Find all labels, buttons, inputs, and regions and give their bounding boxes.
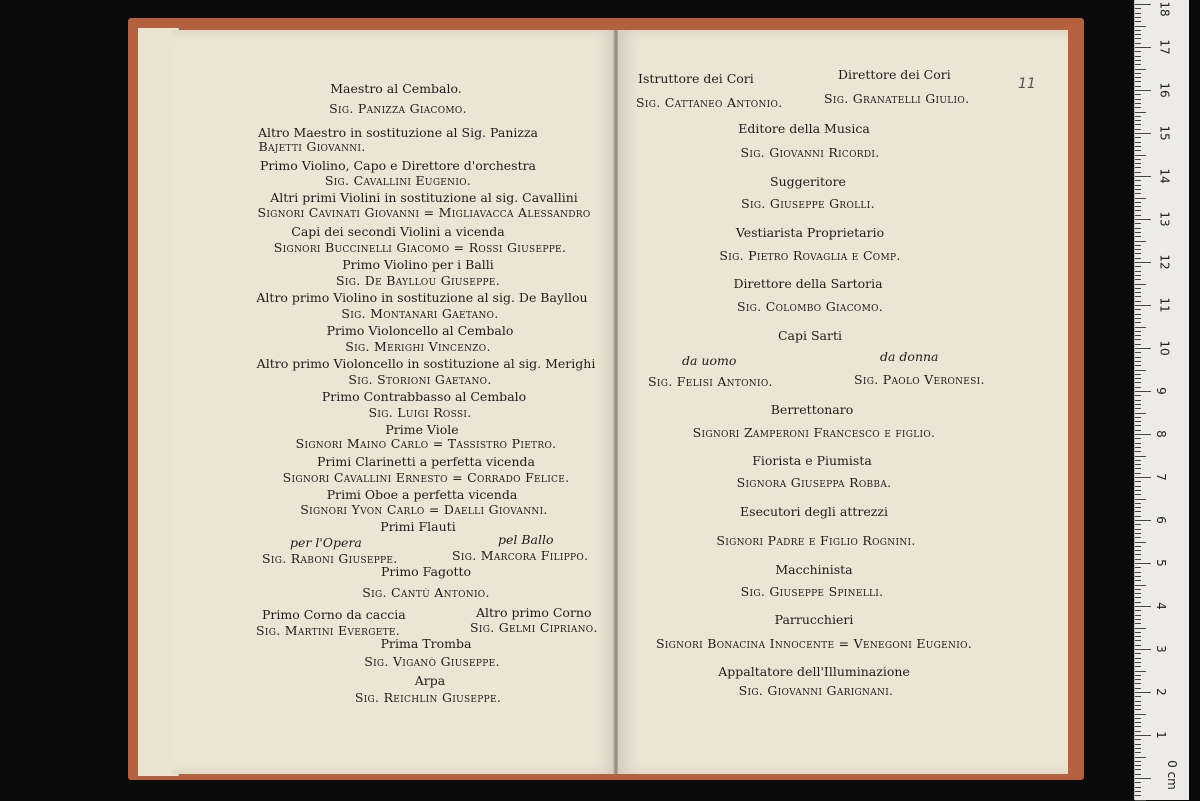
ruler-tick (1135, 438, 1141, 439)
ruler-tick (1135, 473, 1141, 474)
ruler-tick (1135, 529, 1141, 530)
role-heading: Berrettonaro (770, 402, 854, 417)
role-heading: Maestro al Cembalo. (330, 81, 462, 96)
ruler-tick (1135, 64, 1141, 65)
role-heading: Altro primo Corno (476, 605, 592, 620)
role-heading: Appaltatore dell'Illuminazione (718, 664, 910, 679)
ruler-tick (1135, 331, 1141, 332)
ruler-tick (1135, 202, 1141, 203)
ruler-label: 11 (1157, 297, 1172, 313)
ruler-tick (1135, 172, 1141, 173)
ruler-tick (1135, 357, 1141, 358)
ruler-tick (1135, 464, 1141, 465)
ruler-tick (1135, 739, 1141, 740)
person-name: Signori Cavallini Ernesto = Corrado Felice. (282, 470, 570, 485)
ruler-tick (1135, 56, 1141, 57)
ruler-tick (1135, 228, 1141, 229)
ruler-tick (1135, 507, 1141, 508)
role-heading: Suggeritore (770, 174, 846, 189)
ruler-tick (1135, 632, 1141, 633)
role-heading: Primo Fagotto (380, 564, 472, 579)
ruler-label: 16 (1157, 82, 1172, 98)
ruler-tick (1135, 481, 1141, 482)
person-name: Signori Cavinati Giovanni = Migliavacca Alessandro (257, 205, 591, 220)
ruler-tick (1135, 649, 1151, 650)
ruler-tick (1135, 51, 1141, 52)
ruler-tick (1135, 365, 1141, 366)
ruler-tick (1135, 593, 1141, 594)
person-name: Sig. Cavallini Eugenio. (324, 173, 472, 188)
ruler-tick (1135, 210, 1141, 211)
ruler-tick (1135, 774, 1141, 775)
ruler-tick (1135, 314, 1141, 315)
ruler-tick (1135, 206, 1141, 207)
ruler-tick (1135, 795, 1141, 796)
role-heading: Altro primo Violoncello in sostituzione al sig. Merighi (256, 356, 596, 371)
person-name: Sig. Marcora Filippo. (452, 548, 589, 563)
ruler-tick (1135, 301, 1141, 302)
ruler-tick (1135, 99, 1141, 100)
ruler-tick (1135, 447, 1141, 448)
ruler-tick (1135, 86, 1141, 87)
role-heading: Primo Violino per i Balli (342, 257, 494, 272)
ruler-label: 6 (1153, 516, 1168, 524)
ruler-tick (1135, 296, 1141, 297)
ruler-tick (1135, 370, 1146, 371)
ruler-tick (1135, 417, 1141, 418)
person-name: Signori Maino Carlo = Tassistro Pietro. (295, 436, 557, 451)
ruler-tick (1135, 757, 1146, 758)
ruler-tick (1135, 245, 1141, 246)
ruler-tick (1135, 30, 1141, 31)
ruler-tick (1135, 653, 1141, 654)
ruler-label: 2 (1153, 688, 1168, 696)
ruler-tick (1135, 155, 1146, 156)
ruler-tick (1135, 516, 1141, 517)
role-heading: Primo Contrabbasso al Cembalo (321, 389, 527, 404)
ruler-label: 8 (1153, 430, 1168, 438)
ruler-tick (1135, 456, 1146, 457)
ruler-tick (1135, 602, 1141, 603)
ruler-tick (1135, 322, 1141, 323)
ruler-tick (1135, 219, 1151, 220)
role-heading: Direttore dei Cori (838, 67, 951, 82)
person-name: Sig. Montanari Gaetano. (341, 306, 499, 321)
ruler-tick (1135, 292, 1141, 293)
ruler-tick (1135, 692, 1151, 693)
ruler-tick (1135, 787, 1141, 788)
ruler-tick (1135, 262, 1151, 263)
person-name: Sig. Reichlin Giuseppe. (354, 690, 502, 705)
person-name: Signori Zamperoni Francesco e figlio. (692, 425, 936, 440)
ruler-tick (1135, 675, 1141, 676)
ruler-tick (1135, 103, 1141, 104)
person-name: Sig. Pietro Rovaglia e Comp. (719, 248, 901, 263)
ruler-tick (1135, 761, 1141, 762)
person-name: Sig. Viganò Giuseppe. (364, 654, 500, 669)
ruler-tick (1135, 271, 1141, 272)
ruler-tick (1135, 722, 1141, 723)
ruler-tick (1135, 546, 1141, 547)
person-name: Sig. Raboni Giuseppe. (262, 551, 398, 566)
ruler-tick (1135, 69, 1146, 70)
ruler-tick (1135, 112, 1146, 113)
ruler-tick (1135, 413, 1146, 414)
role-heading: Vestiarista Proprietario (735, 225, 885, 240)
ruler-tick (1135, 241, 1146, 242)
role-heading: Capi dei secondi Violini a vicenda (291, 224, 505, 239)
ruler-tick (1135, 176, 1151, 177)
ruler-tick (1135, 683, 1141, 684)
ruler-tick (1135, 189, 1141, 190)
ruler-label: 17 (1157, 39, 1172, 55)
ruler-tick (1135, 735, 1151, 736)
ruler-tick (1135, 434, 1151, 435)
ruler-tick (1135, 705, 1141, 706)
ruler-label: 10 (1157, 340, 1172, 356)
ruler-tick (1135, 129, 1141, 130)
ruler-label: 0 cm (1164, 760, 1179, 790)
ruler-tick (1135, 679, 1141, 680)
ruler-label: 9 (1153, 387, 1168, 395)
right-page (618, 30, 1068, 774)
ruler-tick (1135, 567, 1141, 568)
ruler-tick (1135, 468, 1141, 469)
person-name: Sig. Cattaneo Antonio. (636, 95, 783, 110)
ruler-tick (1135, 576, 1141, 577)
ruler-tick (1135, 133, 1151, 134)
ruler-tick (1135, 765, 1141, 766)
ruler-tick (1135, 554, 1141, 555)
ruler-tick (1135, 714, 1146, 715)
ruler-label: 4 (1153, 602, 1168, 610)
ruler-tick (1135, 47, 1151, 48)
ruler-tick (1135, 305, 1151, 306)
role-heading: Parrucchieri (774, 612, 854, 627)
ruler-tick (1135, 499, 1146, 500)
ruler-tick (1135, 120, 1141, 121)
ruler-tick (1135, 421, 1141, 422)
ruler-tick (1135, 142, 1141, 143)
ruler-tick (1135, 589, 1141, 590)
ruler-tick (1135, 318, 1141, 319)
left-page (172, 30, 616, 774)
person-name: Signori Padre e Figlio Rognini. (716, 533, 916, 548)
ruler-tick (1135, 662, 1141, 663)
ruler-tick (1135, 395, 1141, 396)
ruler-tick (1135, 17, 1141, 18)
ruler-tick (1135, 77, 1141, 78)
ruler-tick (1135, 73, 1141, 74)
ruler-label: 1 (1153, 731, 1168, 739)
person-name: Sig. Martini Evergete. (256, 623, 401, 638)
ruler-tick (1135, 8, 1141, 9)
ruler-tick (1135, 288, 1141, 289)
ruler-label: 13 (1157, 211, 1172, 227)
ruler-tick (1135, 752, 1141, 753)
ruler-tick (1135, 572, 1141, 573)
ruler-tick (1135, 524, 1141, 525)
role-heading: Primi Oboe a perfetta vicenda (326, 487, 518, 502)
ruler-tick (1135, 791, 1141, 792)
ruler-tick (1135, 180, 1141, 181)
ruler-tick (1135, 352, 1141, 353)
ruler-tick (1135, 146, 1141, 147)
ruler-tick (1135, 193, 1141, 194)
measurement-ruler (1134, 0, 1189, 800)
ruler-tick (1135, 408, 1141, 409)
ruler-tick (1135, 374, 1141, 375)
role-heading: Macchinista (775, 562, 853, 577)
person-name: Sig. Merighi Vincenzo. (345, 339, 491, 354)
ruler-tick (1135, 391, 1151, 392)
ruler-tick (1135, 550, 1141, 551)
ruler-tick (1135, 258, 1141, 259)
ruler-label: 14 (1157, 168, 1172, 184)
ruler-tick (1135, 511, 1141, 512)
ruler-tick (1135, 490, 1141, 491)
role-heading: Primo Violoncello al Cembalo (326, 323, 514, 338)
person-name: Sig. Granatelli Giulio. (824, 91, 970, 106)
ruler-tick (1135, 13, 1141, 14)
ruler-tick (1135, 671, 1146, 672)
pencil-note: 11 (1018, 76, 1036, 92)
ruler-tick (1135, 533, 1141, 534)
person-name: Sig. Giovanni Ricordi. (740, 145, 880, 160)
person-name: Signora Giuseppa Robba. (736, 475, 892, 490)
ruler-tick (1135, 348, 1151, 349)
ruler-tick (1135, 666, 1141, 667)
ruler-tick (1135, 163, 1141, 164)
ruler-tick (1135, 701, 1141, 702)
ruler-label: 12 (1157, 254, 1172, 270)
ruler-tick (1135, 60, 1141, 61)
ruler-tick (1135, 580, 1141, 581)
ruler-tick (1135, 451, 1141, 452)
ruler-tick (1135, 81, 1141, 82)
ruler-tick (1135, 615, 1141, 616)
ruler-tick (1135, 748, 1141, 749)
ruler-tick (1135, 430, 1141, 431)
ruler-tick (1135, 769, 1141, 770)
ruler-tick (1135, 249, 1141, 250)
ruler-tick (1135, 494, 1141, 495)
ruler-label: 5 (1153, 559, 1168, 567)
ruler-tick (1135, 559, 1141, 560)
ruler-tick (1135, 778, 1151, 779)
role-heading: Altro Maestro in sostituzione al Sig. Panizza (258, 125, 538, 140)
ruler-tick (1135, 503, 1141, 504)
ruler-tick (1135, 563, 1151, 564)
ruler-tick (1135, 335, 1141, 336)
role-heading: Primi Flauti (380, 519, 456, 534)
ruler-tick (1135, 542, 1146, 543)
person-name: Sig. Giuseppe Spinelli. (740, 584, 884, 599)
person-name: Signori Yvon Carlo = Daelli Giovanni. (300, 502, 548, 517)
column-subheading: da donna (880, 349, 939, 364)
person-name: Signori Buccinelli Giacomo = Rossi Giuseppe. (273, 240, 567, 255)
ruler-tick (1135, 696, 1141, 697)
ruler-label: 3 (1153, 645, 1168, 653)
ruler-tick (1135, 718, 1141, 719)
ruler-tick (1135, 21, 1141, 22)
person-name: Sig. De Bayllou Giuseppe. (336, 273, 500, 288)
role-heading: Prime Viole (385, 422, 459, 437)
ruler-tick (1135, 339, 1141, 340)
ruler-tick (1135, 477, 1151, 478)
role-heading: Altro primo Violino in sostituzione al sig. De Bayllou (256, 290, 588, 305)
ruler-tick (1135, 90, 1151, 91)
ruler-tick (1135, 404, 1141, 405)
ruler-tick (1135, 537, 1141, 538)
role-heading: Capi Sarti (777, 328, 843, 343)
ruler-tick (1135, 645, 1141, 646)
ruler-tick (1135, 486, 1141, 487)
ruler-tick (1135, 382, 1141, 383)
role-heading: Altri primi Violini in sostituzione al sig. Cavallini (270, 190, 578, 205)
ruler-tick (1135, 38, 1141, 39)
ruler-tick (1135, 636, 1141, 637)
ruler-tick (1135, 116, 1141, 117)
column-subheading: da uomo (682, 353, 737, 368)
person-name: Signori Bonacina Innocente = Venegoni Eugenio. (655, 636, 973, 651)
ruler-tick (1135, 275, 1141, 276)
ruler-tick (1135, 520, 1151, 521)
ruler-tick (1135, 628, 1146, 629)
person-name: Sig. Gelmi Cipriano. (470, 620, 598, 635)
person-name: Sig. Felisi Antonio. (648, 374, 773, 389)
ruler-tick (1135, 640, 1141, 641)
ruler-tick (1135, 215, 1141, 216)
person-name: Sig. Colombo Giacomo. (736, 299, 884, 314)
role-heading: Prima Tromba (380, 636, 472, 651)
ruler-tick (1135, 610, 1141, 611)
role-heading: Primo Corno da caccia (262, 607, 406, 622)
ruler-tick (1135, 266, 1141, 267)
ruler-tick (1135, 744, 1141, 745)
ruler-tick (1135, 387, 1141, 388)
ruler-tick (1135, 460, 1141, 461)
ruler-label: 18 (1157, 1, 1172, 17)
ruler-tick (1135, 43, 1141, 44)
ruler-tick (1135, 279, 1141, 280)
ruler-tick (1135, 309, 1141, 310)
ruler-tick (1135, 34, 1141, 35)
ruler-tick (1135, 623, 1141, 624)
person-name: Sig. Storioni Gaetano. (348, 372, 492, 387)
ruler-tick (1135, 185, 1141, 186)
ruler-tick (1135, 731, 1141, 732)
ruler-tick (1135, 443, 1141, 444)
ruler-label: 15 (1157, 125, 1172, 141)
ruler-tick (1135, 658, 1141, 659)
ruler-tick (1135, 167, 1141, 168)
person-name: Sig. Giovanni Garignani. (738, 683, 894, 698)
ruler-tick (1135, 400, 1141, 401)
ruler-label: 7 (1153, 473, 1168, 481)
ruler-tick (1135, 137, 1141, 138)
person-name: Sig. Cantù Antonio. (362, 585, 490, 600)
role-heading: Editore della Musica (738, 121, 870, 136)
ruler-tick (1135, 597, 1141, 598)
role-heading: Fiorista e Piumista (752, 453, 872, 468)
ruler-tick (1135, 782, 1141, 783)
ruler-tick (1135, 150, 1141, 151)
ruler-tick (1135, 107, 1141, 108)
ruler-tick (1135, 709, 1141, 710)
person-name: Bajetti Giovanni. (258, 139, 366, 154)
person-name: Sig. Paolo Veronesi. (854, 372, 985, 387)
ruler-tick (1135, 606, 1151, 607)
ruler-tick (1135, 619, 1141, 620)
role-heading: Esecutori degli attrezzi (740, 504, 888, 519)
ruler-tick (1135, 688, 1141, 689)
role-heading: Istruttore dei Cori (638, 71, 754, 86)
ruler-tick (1135, 585, 1146, 586)
ruler-tick (1135, 124, 1141, 125)
ruler-tick (1135, 425, 1141, 426)
person-name: Sig. Luigi Rossi. (368, 405, 472, 420)
column-subheading: per l'Opera (290, 535, 362, 550)
ruler-tick (1135, 378, 1141, 379)
column-subheading: pel Ballo (498, 532, 554, 547)
ruler-tick (1135, 232, 1141, 233)
ruler-tick (1135, 344, 1141, 345)
ruler-tick (1135, 198, 1146, 199)
role-heading: Arpa (414, 673, 446, 688)
ruler-tick (1135, 284, 1146, 285)
role-heading: Primo Violino, Capo e Direttore d'orchestra (259, 158, 537, 173)
role-heading: Direttore della Sartoria (733, 276, 883, 291)
ruler-tick (1135, 327, 1146, 328)
ruler-tick (1135, 159, 1141, 160)
ruler-tick (1135, 726, 1141, 727)
person-name: Sig. Giuseppe Grolli. (741, 196, 875, 211)
ruler-tick (1135, 361, 1141, 362)
person-name: Sig. Panizza Giacomo. (329, 101, 467, 116)
role-heading: Primi Clarinetti a perfetta vicenda (317, 454, 535, 469)
ruler-tick (1135, 94, 1141, 95)
ruler-tick (1135, 4, 1151, 5)
ruler-tick (1135, 236, 1141, 237)
ruler-tick (1135, 253, 1141, 254)
ruler-tick (1135, 26, 1146, 27)
ruler-tick (1135, 223, 1141, 224)
